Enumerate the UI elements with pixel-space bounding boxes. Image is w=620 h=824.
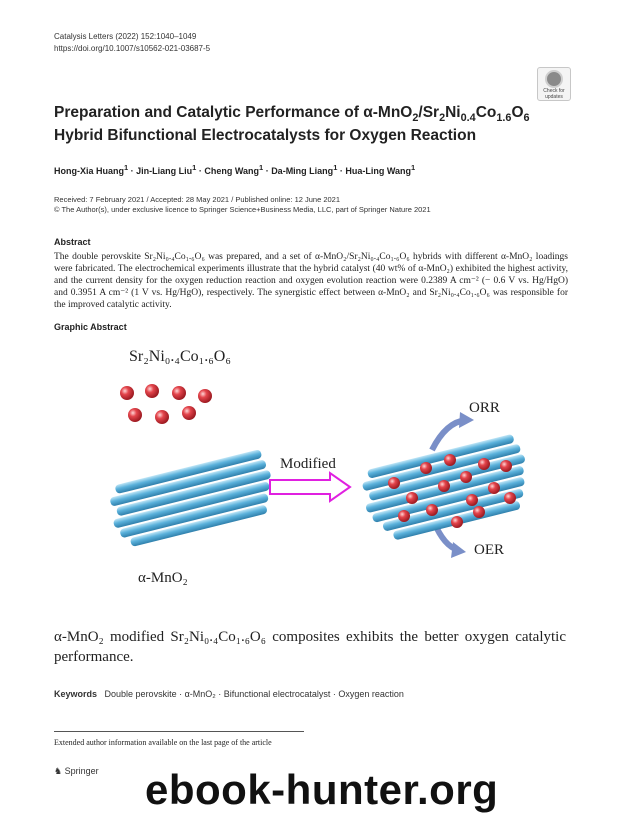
particle: [406, 492, 418, 504]
abstract-text: The double perovskite Sr₂Ni₀.₄Co₁.₆O₆ was prepared, and a set of α-MnO₂/Sr₂Ni₀.₄Co₁.₆O₆ hybrids with different α-MnO₂ loadings were fabricated. The electrochemical experiments illustrate that the hybrid catalyst (40 wt% of α-MnO₂) exhibited the highest activity, and the current density for the oxygen reduction reaction and oxygen evolution reaction were 0.2389 A cm⁻² (− 0.6 V vs. Hg/HgO) and 0.3951 A cm⁻² (1 V vs. Hg/HgO), respectively. The synergistic effect between α-MnO₂ and Sr₂Ni₀.₄Co₁.₆O₆ was responsible for the improved catalytic activity.: [54, 252, 568, 310]
orr-label: ORR: [469, 400, 500, 416]
particle: [426, 504, 438, 516]
journal-citation-block: [54, 31, 210, 55]
author[interactable]: Hong-Xia Huang: [54, 166, 124, 176]
keywords-line: Keywords Double perovskite · α-MnO₂ · Bifunctional electrocatalyst · Oxygen reaction: [54, 689, 404, 699]
particle: [120, 386, 134, 400]
author-list: Hong-Xia Huang$^1$ · Jin-Liang Liu$^1$ · Cheng Wang$^1$ · Da-Ming Liang$^1$ · Hua-Ling Wang$^1$: [54, 163, 416, 176]
title-line2: Hybrid Bifunctional Electrocatalysts for Oxygen Reaction: [54, 127, 477, 145]
publisher-logo: [54, 766, 99, 777]
keyword[interactable]: Double perovskite: [104, 689, 177, 699]
oer-label: OER: [474, 542, 504, 558]
particle: [451, 516, 463, 528]
author[interactable]: Jin-Liang Liu: [136, 166, 193, 176]
keywords-label: Keywords: [54, 689, 98, 699]
particle: [438, 480, 450, 492]
particle: [198, 389, 212, 403]
particle: [500, 460, 512, 472]
particle: [460, 471, 472, 483]
perovskite-label: Sr₂Ni₀.₄Co₁.₆O₆: [129, 348, 231, 365]
copyright-line: © The Author(s), under exclusive licence to Springer Science+Business Media, LLC, part of Springer Nature 2021: [54, 205, 431, 214]
footnote-divider: [54, 731, 304, 732]
particle: [444, 454, 456, 466]
journal-citation: Catalysis Letters (2022) 152:1040–1049: [54, 32, 197, 41]
abstract-heading: Abstract: [54, 237, 91, 247]
keyword[interactable]: Bifunctional electrocatalyst: [223, 689, 331, 699]
particle: [478, 458, 490, 470]
springer-horse-icon: ♞: [54, 766, 63, 776]
check-for-updates-badge[interactable]: [537, 67, 571, 101]
oer-arrowhead: [451, 542, 466, 558]
particle: [398, 510, 410, 522]
modified-arrow: [270, 473, 350, 501]
particle: [172, 386, 186, 400]
perovskite-particles: [120, 384, 212, 424]
particle: [488, 482, 500, 494]
dates-line: Received: 7 February 2021 / Accepted: 28 May 2021 / Published online: 12 June 2021: [54, 195, 341, 204]
check-badge-line2: updates: [545, 94, 563, 100]
check-updates-icon: [545, 70, 563, 88]
watermark: ebook-hunter.org: [145, 766, 499, 813]
keyword[interactable]: Oxygen reaction: [338, 689, 404, 699]
particle: [473, 506, 485, 518]
publisher-name: Springer: [64, 766, 99, 776]
graphic-abstract-caption: α-MnO₂ modified Sr₂Ni₀.₄Co₁.₆O₆ composites exhibits the better oxygen catalytic performance.: [54, 629, 566, 665]
particle: [466, 494, 478, 506]
particle: [388, 477, 400, 489]
author[interactable]: Cheng Wang: [204, 166, 260, 176]
author[interactable]: Da-Ming Liang: [271, 166, 334, 176]
particle: [420, 462, 432, 474]
mno2-label: α-MnO₂: [138, 570, 188, 586]
graphic-abstract-figure: [54, 340, 568, 600]
modified-label: Modified: [280, 456, 336, 472]
check-badge-line1: Check for: [543, 88, 565, 94]
particle: [504, 492, 516, 504]
graphic-abstract-heading: Graphic Abstract: [54, 322, 127, 332]
mno2-rod-bundle: [105, 448, 280, 550]
particle: [128, 408, 142, 422]
particle: [182, 406, 196, 420]
publication-dates: [54, 195, 431, 215]
article-title: Preparation and Catalytic Performance of $\alpha-MnO_2/Sr_2Ni_{0.4}Co_{1.6}O_6$ Hybrid Bifunctional Electrocatalysts for Oxygen Reaction: [54, 104, 530, 145]
particle: [155, 410, 169, 424]
doi-link[interactable]: https://doi.org/10.1007/s10562-021-03687-5: [54, 44, 211, 53]
author[interactable]: Hua-Ling Wang: [345, 166, 412, 176]
footnote: Extended author information available on the last page of the article: [54, 738, 272, 747]
keyword[interactable]: α-MnO₂: [184, 689, 216, 699]
particle: [145, 384, 159, 398]
